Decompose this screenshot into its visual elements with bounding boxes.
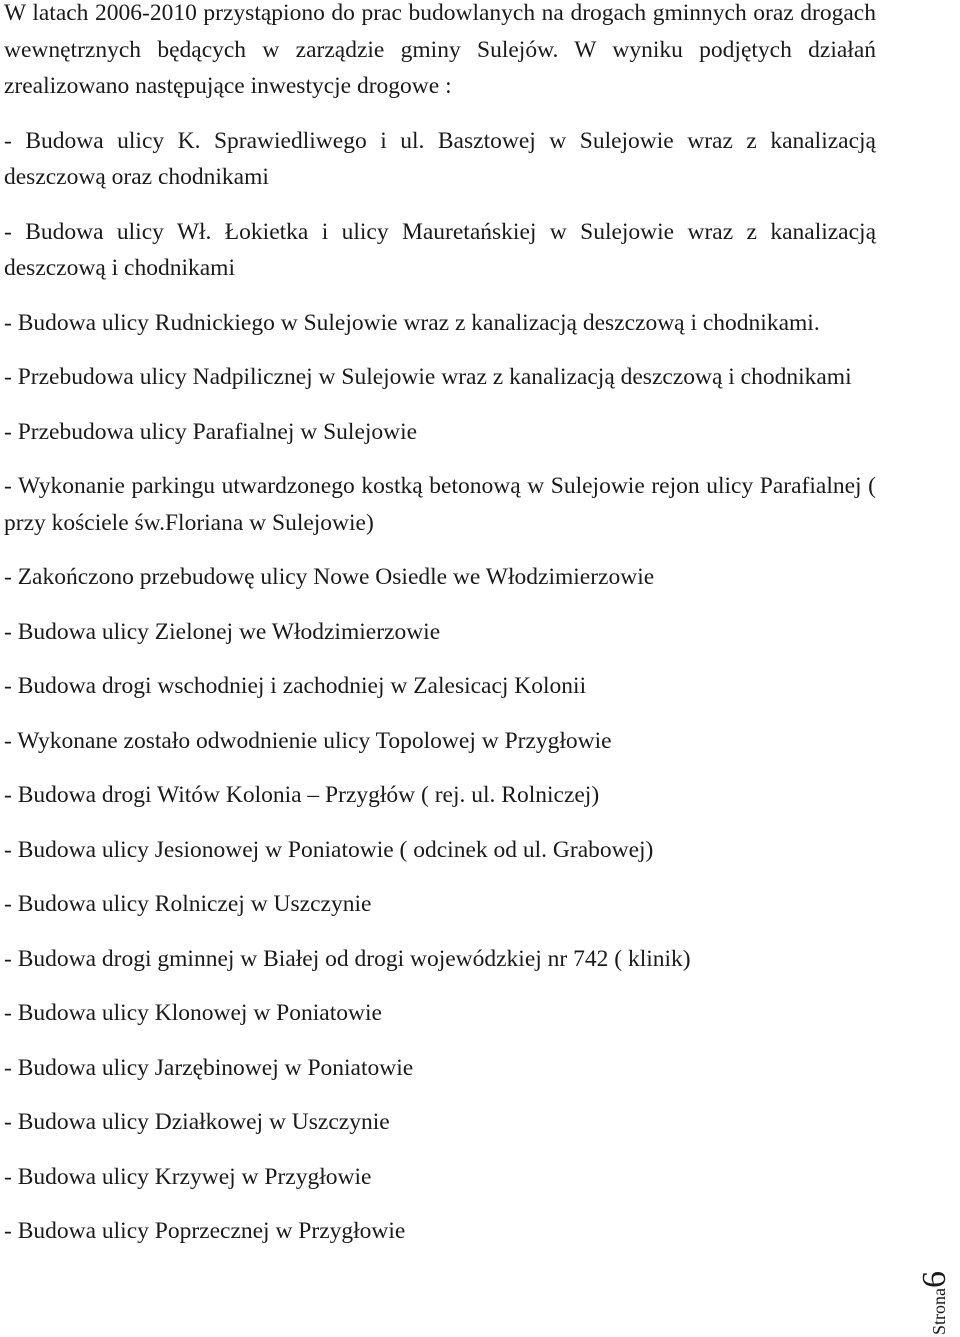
list-item: - Zakończono przebudowę ulicy Nowe Osiedle we Włodzimierzowie: [4, 564, 655, 590]
document-page: [4, 0, 876, 1250]
list-item: - Budowa ulicy Działkowej w Uszczynie: [4, 1109, 390, 1135]
list-item: - Budowa ulicy Klonowej w Poniatowie: [4, 1000, 382, 1026]
list-item: - Budowa ulicy K. Sprawiedliwego i ul. Basztowej w Sulejowie wraz z kanalizacją deszczową oraz chodnikami: [4, 127, 876, 190]
list-item: - Budowa drogi Witów Kolonia – Przygłów ( rej. ul. Rolniczej): [4, 782, 600, 808]
list-item: - Budowa ulicy Jesionowej w Poniatowie ( odcinek od ul. Grabowej): [4, 836, 654, 863]
list-item: - Wykonane zostało odwodnienie ulicy Topolowej w Przygłowie: [4, 727, 612, 754]
list-item: - Budowa ulicy Krzywej w Przygłowie: [4, 1163, 372, 1190]
list-item: - Przebudowa ulicy Nadpilicznej w Sulejowie wraz z kanalizacją deszczową i chodnikami: [4, 364, 852, 390]
list-item: - Przebudowa ulicy Parafialnej w Sulejowie: [4, 418, 418, 445]
list-item: - Budowa ulicy Wł. Łokietka i ulicy Mauretańskiej w Sulejowie wraz z kanalizacją deszczową i chodnikami: [4, 218, 876, 281]
page-label: Strona: [929, 1288, 949, 1335]
page-footer: [916, 1255, 956, 1335]
list-item: - Budowa ulicy Rolniczej w Uszczynie: [4, 891, 372, 917]
list-item: - Budowa ulicy Zielonej we Włodzimierzowie: [4, 618, 441, 645]
list-item: - Budowa drogi gminnej w Białej od drogi wojewódzkiej nr 742 ( klinik): [4, 945, 691, 972]
page-number: 6: [916, 1271, 953, 1288]
list-item: - Budowa ulicy Poprzecznej w Przygłowie: [4, 1218, 406, 1244]
page-number-vertical: [916, 1271, 954, 1335]
list-item: - Budowa drogi wschodniej i zachodniej w Zalesicacj Kolonii: [4, 673, 587, 699]
list-item: - Wykonanie parkingu utwardzonego kostką betonową w Sulejowie rejon ulicy Parafialnej ( przy kościele św.Floriana w Sulejowie): [4, 473, 876, 536]
list-item: - Budowa ulicy Rudnickiego w Sulejowie wraz z kanalizacją deszczową i chodnikami.: [4, 309, 820, 336]
list-item: - Budowa ulicy Jarzębinowej w Poniatowie: [4, 1054, 414, 1081]
intro-paragraph: W latach 2006-2010 przystąpiono do prac budowlanych na drogach gminnych oraz drogach wewnętrznych będących w zarządzie gminy Sulejów. W wyniku podjętych działań zrealizowano następujące inwestycje drogowe :: [4, 0, 876, 99]
